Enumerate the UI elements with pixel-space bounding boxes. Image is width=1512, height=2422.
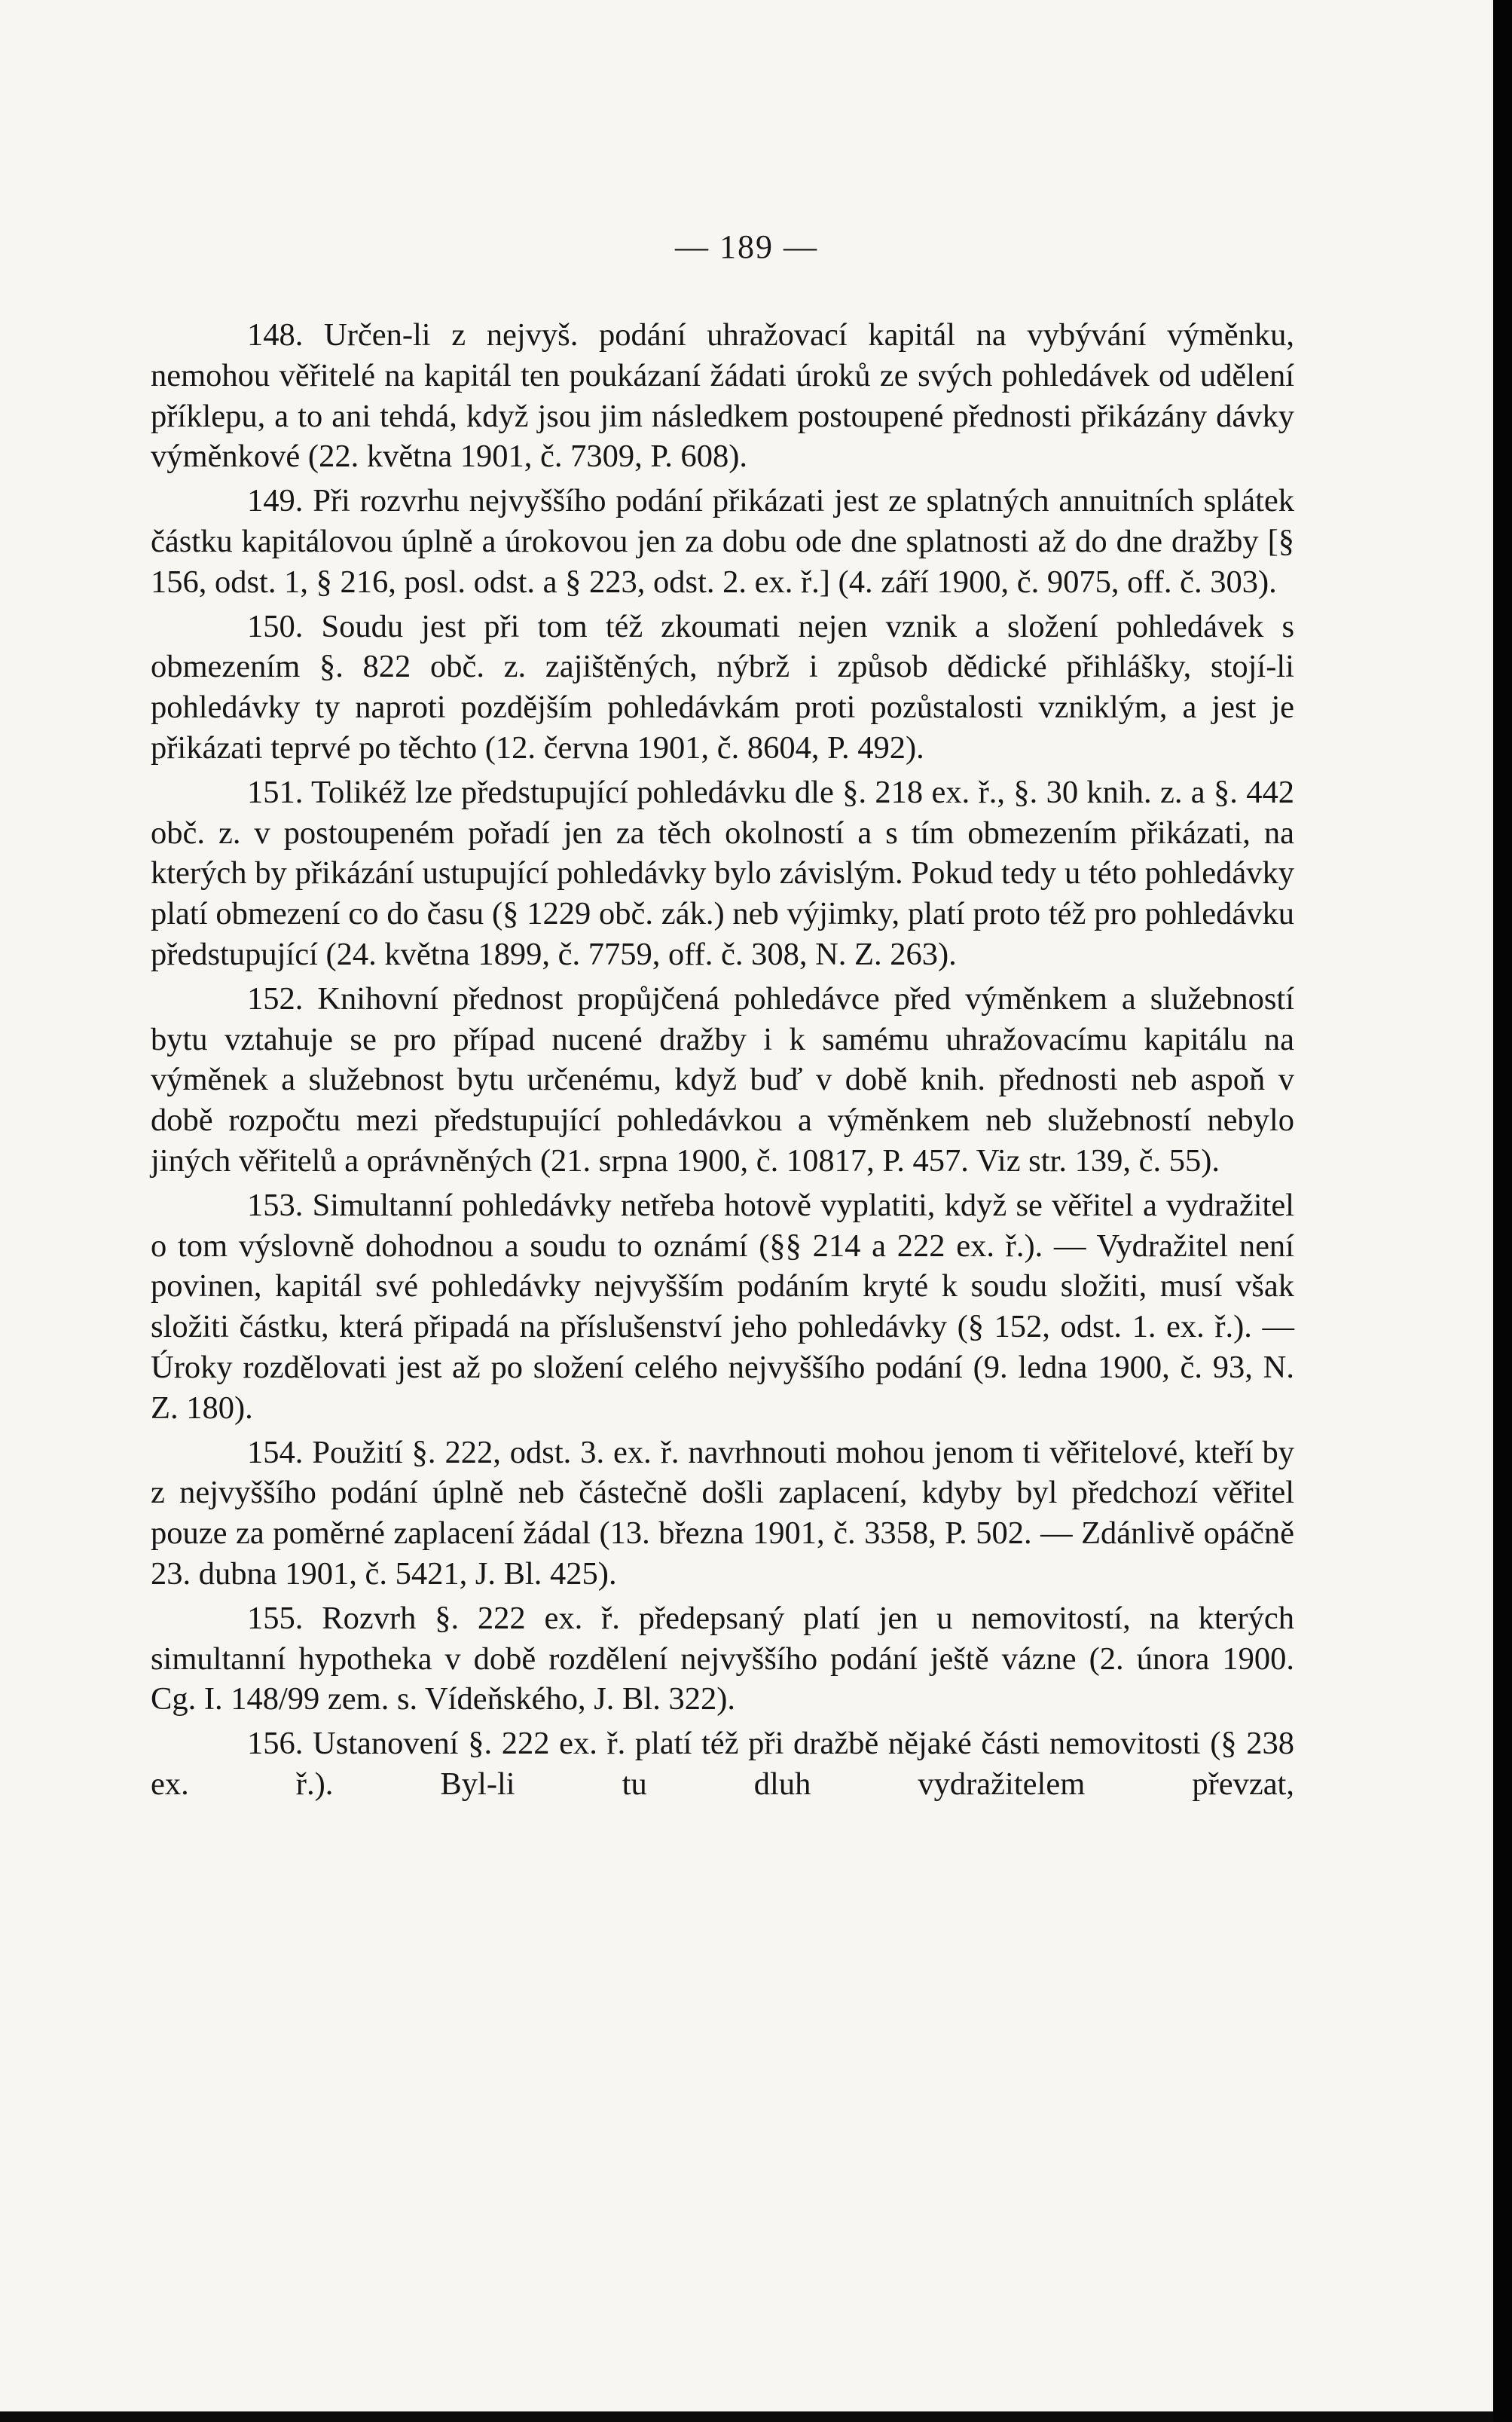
paragraph-152: 152. Knihovní přednost propůjčená pohledávce před výměnkem a služebností bytu vztahuje se pro případ nucené dražby i k samému uhražovacímu kapitálu na výměnek a služebnost bytu určenému, když buď v době knih. přednosti neb aspoň v době rozpočtu mezi předstupující pohledávkou a výměnkem neb služebností nebylo jiných věřitelů a oprávněných (21. srpna 1900, č. 10817, P. 457. Viz str. 139, č. 55).: [151, 980, 1294, 1179]
paragraph-156: 156. Ustanovení §. 222 ex. ř. platí též při dražbě nějaké části nemovitosti (§ 238 ex. ř.). Byl-li tu dluh vydražitelem převzat,: [151, 1726, 1294, 1802]
paragraph-151: 151. Tolikéž lze předstupující pohledávku dle §. 218 ex. ř., §. 30 knih. z. a §. 442 obč. z. v postoupeném pořadí jen za těch okolností a s tím obmezením přikázati, na kterých by přikázání ustupující pohledávky bylo závislým. Pokud tedy u této pohledávky platí obmezení co do času (§ 1229 obč. zák.) neb výjimky, platí proto též pro pohledávku předstupující (24. května 1899, č. 7759, off. č. 308, N. Z. 263).: [151, 774, 1294, 972]
paragraph-148: 148. Určen-li z nejvyš. podání uhražovací kapitál na vybývání výměnku, nemohou věřitelé na kapitál ten poukázaní žádati úroků ze svých pohledávek od udělení příklepu, a to ani tehdá, když jsou jim následkem postoupené přednosti přikázány dávky výměnkové (22. května 1901, č. 7309, P. 608).: [151, 317, 1294, 475]
paragraph-153: 153. Simultanní pohledávky netřeba hotově vyplatiti, když se věřitel a vydražitel o tom výslovně dohodnou a soudu to oznámí (§§ 214 a 222 ex. ř.). — Vydražitel není povinen, kapitál své pohledávky nejvyšším podáním kryté k soudu složiti, musí však složiti částku, která připadá na příslušenství jeho pohledávky (§ 152, odst. 1. ex. ř.). — Úroky rozdělovati jest až po složení celého nejvyššího podání (9. ledna 1900, č. 93, N. Z. 180).: [151, 1187, 1294, 1426]
page-number: — 189 —: [675, 228, 818, 265]
paragraph-155: 155. Rozvrh §. 222 ex. ř. předepsaný platí jen u nemovitostí, na kterých simultanní hypotheka v době rozdělení nejvyššího podání ještě vázne (2. února 1900. Cg. I. 148/99 zem. s. Vídeňského, J. Bl. 322).: [151, 1600, 1294, 1717]
legal-text-body: [151, 315, 1294, 1809]
scan-border: [1493, 0, 1512, 2422]
paragraph-149: 149. Při rozvrhu nejvyššího podání přikázati jest ze splatných annuitních splátek částku kapitálovou úplně a úrokovou jen za dobu ode dne splatnosti až do dne dražby [§ 156, odst. 1, § 216, posl. odst. a § 223, odst. 2. ex. ř.] (4. září 1900, č. 9075, off. č. 303).: [151, 483, 1294, 600]
paragraph-154: 154. Použití §. 222, odst. 3. ex. ř. navrhnouti mohou jenom ti věřitelové, kteří by z nejvyššího podání úplně neb částečně došli zaplacení, kdyby byl předchozí věřitel pouze za poměrné zaplacení žádal (13. března 1901, č. 3358, P. 502. — Zdánlivě opáčně 23. dubna 1901, č. 5421, J. Bl. 425).: [151, 1434, 1294, 1592]
paragraph-150: 150. Soudu jest při tom též zkoumati nejen vznik a složení pohledávek s obmezením §. 822 obč. z. zajištěných, nýbrž i způsob dědické přihlášky, stojí-li pohledávky ty naproti pozdějším pohledávkám proti pozůstalosti vzniklým, a jest je přikázati teprvé po těchto (12. června 1901, č. 8604, P. 492).: [151, 608, 1294, 766]
